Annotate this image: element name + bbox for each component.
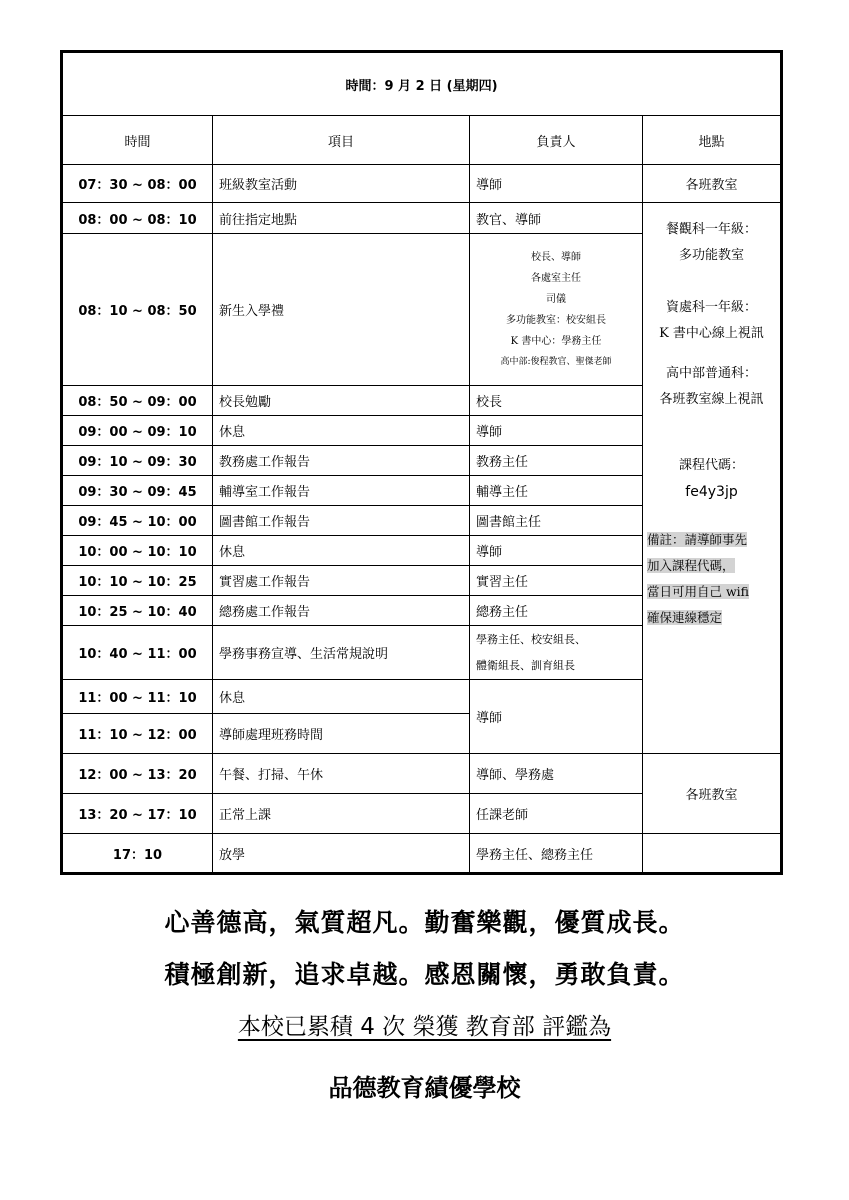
header-time: 時間 (62, 116, 213, 165)
item-cell: 正常上課 (213, 794, 470, 834)
location-line: 多功能教室 (679, 248, 745, 263)
person-cell (470, 234, 643, 386)
time-cell: 09：10 ~ 09：30 (62, 446, 213, 476)
item-cell: 校長勉勵 (213, 386, 470, 416)
person-cell: 導師 (470, 536, 643, 566)
person-cell: 教務主任 (470, 446, 643, 476)
person-line: 體衛組長、訓育組長 (476, 658, 575, 672)
location-cell: 各班教室 (643, 754, 782, 834)
location-line: 資處科一年級： (666, 300, 758, 315)
location-line: 餐觀科一年級： (666, 222, 758, 237)
note-line: 備註：請導師事先 (647, 532, 748, 547)
location-merged-cell (643, 203, 782, 754)
time-cell: 10：25 ~ 10：40 (62, 596, 213, 626)
time-cell: 09：00 ~ 09：10 (62, 416, 213, 446)
item-cell: 教務處工作報告 (213, 446, 470, 476)
item-cell: 輔導室工作報告 (213, 476, 470, 506)
person-cell: 導師 (470, 165, 643, 203)
header-person: 負責人 (470, 116, 643, 165)
item-cell: 休息 (213, 680, 470, 714)
time-cell: 11：10 ~ 12：00 (62, 714, 213, 754)
time-cell: 11：00 ~ 11：10 (62, 680, 213, 714)
award-text: 本校已累積 4 次 榮獲 教育部 評鑑為 (237, 1014, 612, 1040)
item-cell: 實習處工作報告 (213, 566, 470, 596)
person-line: 各處室主任 (531, 272, 581, 284)
person-cell: 任課老師 (470, 794, 643, 834)
schedule-table (60, 50, 783, 875)
course-code: fe4y3jp (685, 484, 738, 500)
location-line: 各班教室線上視訊 (659, 392, 764, 407)
item-cell: 休息 (213, 416, 470, 446)
item-cell: 午餐、打掃、午休 (213, 754, 470, 794)
location-line: 高中部普通科： (666, 366, 758, 381)
person-cell: 學務主任、總務主任 (470, 834, 643, 874)
item-cell: 學務事務宣導、生活常規說明 (213, 626, 470, 680)
note-line: 確保連線穩定 (647, 610, 723, 625)
note-line: 當日可用自己 wifi (647, 584, 750, 599)
table-row (62, 834, 782, 874)
time-cell: 08：00 ~ 08：10 (62, 203, 213, 234)
time-cell: 10：00 ~ 10：10 (62, 536, 213, 566)
table-row (62, 754, 782, 794)
time-cell: 10：10 ~ 10：25 (62, 566, 213, 596)
item-cell: 總務處工作報告 (213, 596, 470, 626)
time-cell: 09：30 ~ 09：45 (62, 476, 213, 506)
schedule-title: 時間：9 月 2 日 (星期四) (62, 52, 782, 116)
item-cell: 前往指定地點 (213, 203, 470, 234)
time-cell: 08：50 ~ 09：00 (62, 386, 213, 416)
person-cell: 導師、學務處 (470, 754, 643, 794)
item-cell: 放學 (213, 834, 470, 874)
item-cell: 圖書館工作報告 (213, 506, 470, 536)
person-line: 校長、導師 (531, 251, 581, 263)
time-cell: 10：40 ~ 11：00 (62, 626, 213, 680)
header-item: 項目 (213, 116, 470, 165)
motto-line-2: 積極創新，追求卓越。感恩關懷，勇敢負責。 (164, 960, 685, 989)
time-cell: 07：30 ~ 08：00 (62, 165, 213, 203)
person-line: 學務主任、校安組長、 (476, 632, 586, 646)
item-cell: 班級教室活動 (213, 165, 470, 203)
header-location: 地點 (643, 116, 782, 165)
person-cell: 圖書館主任 (470, 506, 643, 536)
person-cell: 校長 (470, 386, 643, 416)
course-code-label: 課程代碼： (679, 458, 745, 473)
time-cell: 13：20 ~ 17：10 (62, 794, 213, 834)
schedule-sheet (60, 50, 780, 875)
time-cell: 17：10 (62, 834, 213, 874)
note-block (647, 527, 776, 631)
person-line: 多功能教室：校安組長 (506, 314, 606, 326)
location-cell (643, 834, 782, 874)
note-line: 加入課程代碼， (647, 558, 735, 573)
person-line: 司儀 (546, 293, 566, 305)
location-line: K 書中心線上視訊 (659, 326, 764, 341)
school-title: 品德教育績優學校 (328, 1074, 521, 1102)
location-cell: 各班教室 (643, 165, 782, 203)
award-line (0, 1008, 849, 1041)
person-cell: 總務主任 (470, 596, 643, 626)
item-cell: 導師處理班務時間 (213, 714, 470, 754)
person-cell: 教官、導師 (470, 203, 643, 234)
person-cell: 導師 (470, 416, 643, 446)
person-cell: 導師 (470, 680, 643, 754)
time-cell: 08：10 ~ 08：50 (62, 234, 213, 386)
item-cell: 休息 (213, 536, 470, 566)
person-cell: 實習主任 (470, 566, 643, 596)
item-cell: 新生入學禮 (213, 234, 470, 386)
table-row (62, 165, 782, 203)
time-cell: 12：00 ~ 13：20 (62, 754, 213, 794)
person-line: 高中部:俊程教官、聖傑老師 (500, 356, 612, 367)
person-cell: 輔導主任 (470, 476, 643, 506)
header-row (62, 116, 782, 165)
table-row (62, 203, 782, 234)
person-line: K 書中心：學務主任 (510, 335, 602, 347)
person-cell (470, 626, 643, 680)
motto-line-1: 心善德高，氣質超凡。勤奮樂觀，優質成長。 (164, 908, 685, 937)
time-cell: 09：45 ~ 10：00 (62, 506, 213, 536)
